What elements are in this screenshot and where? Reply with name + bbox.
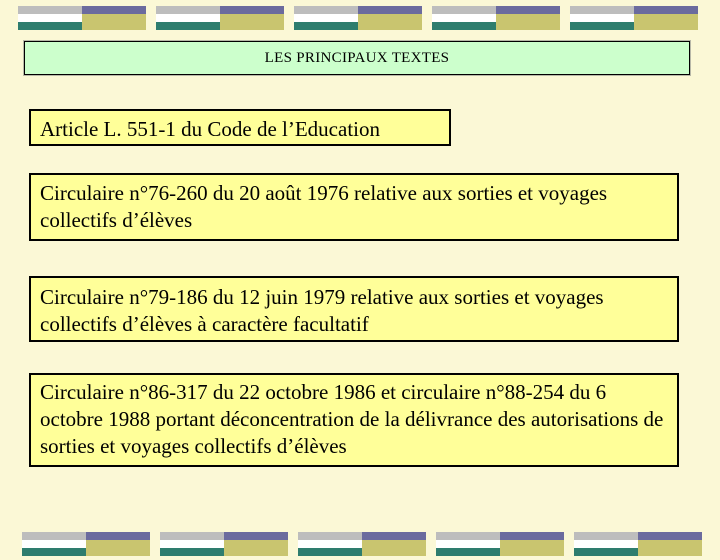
decorative-stripe (436, 548, 500, 556)
decorative-stripe (638, 532, 702, 540)
text-reference-circulaire-86-317: Circulaire n°86-317 du 22 octobre 1986 et circulaire n°88-254 du 6 octobre 1988 portant déconcentration de la délivrance des autorisations de sorties et voyages collectifs d’élèves (29, 373, 679, 467)
decorative-stripe (82, 6, 146, 14)
decorative-stripe (500, 532, 564, 540)
decorative-stripe (634, 6, 698, 14)
text-reference-circulaire-76-260: Circulaire n°76-260 du 20 août 1976 relative aux sorties et voyages collectifs d’élèves (29, 173, 679, 241)
decorative-stripe (160, 532, 224, 540)
decorative-stripe (574, 548, 638, 556)
decorative-stripe (220, 22, 284, 30)
decorative-stripe (18, 22, 82, 30)
top-decorative-banner (0, 4, 720, 34)
decorative-stripe (634, 14, 698, 22)
decorative-stripe (432, 6, 496, 14)
decorative-stripe (220, 14, 284, 22)
decorative-stripe (86, 532, 150, 540)
decorative-stripe (18, 14, 82, 22)
decorative-stripe (358, 22, 422, 30)
decorative-stripe (156, 22, 220, 30)
decorative-stripe (298, 540, 362, 548)
text-reference-article: Article L. 551-1 du Code de l’Education (29, 109, 451, 146)
decorative-stripe (18, 6, 82, 14)
decorative-block (156, 4, 284, 34)
decorative-block (574, 530, 702, 560)
decorative-stripe (82, 22, 146, 30)
decorative-stripe (362, 532, 426, 540)
decorative-stripe (496, 14, 560, 22)
decorative-stripe (294, 14, 358, 22)
decorative-stripe (298, 548, 362, 556)
decorative-stripe (570, 6, 634, 14)
decorative-stripe (156, 14, 220, 22)
decorative-stripe (362, 548, 426, 556)
decorative-stripe (570, 22, 634, 30)
decorative-block (436, 530, 564, 560)
decorative-stripe (220, 6, 284, 14)
decorative-stripe (496, 6, 560, 14)
decorative-block (22, 530, 150, 560)
decorative-stripe (638, 540, 702, 548)
decorative-block (432, 4, 560, 34)
decorative-stripe (496, 22, 560, 30)
decorative-stripe (22, 548, 86, 556)
decorative-stripe (82, 14, 146, 22)
decorative-stripe (160, 548, 224, 556)
decorative-stripe (638, 548, 702, 556)
decorative-stripe (432, 22, 496, 30)
decorative-stripe (500, 548, 564, 556)
decorative-stripe (362, 540, 426, 548)
decorative-block (294, 4, 422, 34)
decorative-stripe (86, 548, 150, 556)
decorative-stripe (22, 532, 86, 540)
decorative-stripe (298, 532, 362, 540)
decorative-stripe (86, 540, 150, 548)
decorative-stripe (574, 540, 638, 548)
decorative-stripe (634, 22, 698, 30)
decorative-stripe (160, 540, 224, 548)
decorative-stripe (294, 6, 358, 14)
decorative-stripe (294, 22, 358, 30)
decorative-stripe (436, 532, 500, 540)
decorative-stripe (156, 6, 220, 14)
decorative-block (18, 4, 146, 34)
text-reference-circulaire-79-186: Circulaire n°79-186 du 12 juin 1979 relative aux sorties et voyages collectifs d’élèves à caractère facultatif (29, 276, 679, 342)
decorative-stripe (436, 540, 500, 548)
decorative-block (570, 4, 698, 34)
decorative-stripe (358, 14, 422, 22)
decorative-stripe (22, 540, 86, 548)
decorative-stripe (358, 6, 422, 14)
slide-title: LES PRINCIPAUX TEXTES (24, 41, 690, 75)
decorative-stripe (224, 548, 288, 556)
decorative-stripe (224, 532, 288, 540)
decorative-stripe (432, 14, 496, 22)
bottom-decorative-banner (0, 530, 720, 560)
decorative-stripe (224, 540, 288, 548)
decorative-block (160, 530, 288, 560)
decorative-stripe (570, 14, 634, 22)
decorative-stripe (500, 540, 564, 548)
decorative-block (298, 530, 426, 560)
decorative-stripe (574, 532, 638, 540)
